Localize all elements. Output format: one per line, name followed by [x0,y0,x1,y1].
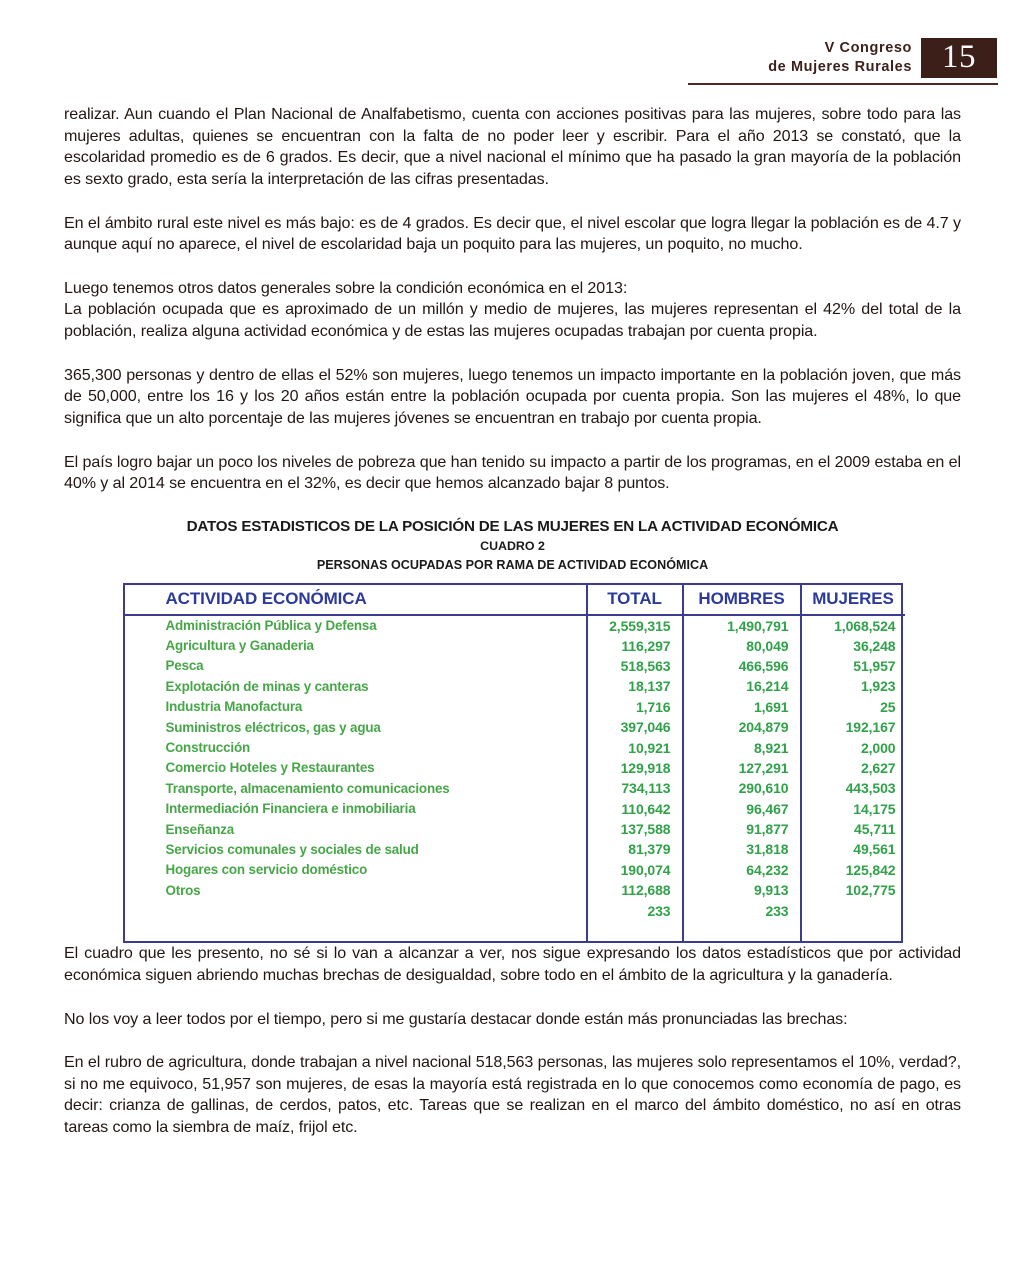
cell-total: 129,918 [587,758,683,778]
table-title: DATOS ESTADISTICOS DE LA POSICIÓN DE LAS MUJERES EN LA ACTIVIDAD ECONÓMICA [186,517,839,535]
table-header-row-group [125,585,905,615]
document-content [64,104,961,1161]
cell-total: 233 [587,900,683,920]
cell-actividad: Pesca [125,656,587,676]
table-row [125,778,905,798]
cell-total: 116,297 [587,635,683,655]
cell-hombres: 16,214 [683,676,801,696]
cell-hombres: 1,691 [683,697,801,717]
paragraph-8: En el rubro de agricultura, donde trabajan a nivel nacional 518,563 personas, las mujeres solo representamos el 10%, verdad?, si no me equivoco, 51,957 son mujeres, de esas la mayoría está registrada en lo que conocemos como economía de pago, es decir: crianza de gallinas, de cerdos, patos, etc. Tareas que se realizan en el marco del ámbito doméstico, no así en otras tareas como la siembra de maíz, frijol etc. [64,1053,961,1137]
cell-total: 1,716 [587,697,683,717]
congress-title-line-1: V Congreso [824,39,912,56]
cell-hombres: 290,610 [683,778,801,798]
cell-hombres: 9,913 [683,880,801,900]
cell-total: 18,137 [587,676,683,696]
paragraph-2: En el ámbito rural este nivel es más bajo: es de 4 grados. Es decir que, el nivel escolar que logra llegar la población es de 4.7 y aunque aquí no aparece, el nivel de escolaridad baja un poquito para las mujeres, un poquito, no mucho. [64,213,961,254]
cell-actividad: Transporte, almacenamiento comunicaciones [125,778,587,798]
paragraph-4: 365,300 personas y dentro de ellas el 52% son mujeres, luego tenemos un impacto importante en la población joven, que más de 50,000, entre los 16 y los 20 años están entre la población ocupada por cuenta propia. Son las mujeres el 48%, lo que significa que un alto porcentaje de las mujeres jóvenes se encuentran en trabajo por cuenta propia. [64,365,961,428]
cell-hombres: 1,490,791 [683,615,801,635]
cell-mujeres: 443,503 [845,780,896,797]
cell-hombres: 204,879 [683,717,801,737]
cell-mujeres: 2,627 [860,759,896,776]
table-row [125,697,905,717]
column-header-total: TOTAL [587,585,683,615]
cell-hombres: 127,291 [683,758,801,778]
cell-actividad: Servicios comunales y sociales de salud [125,839,587,859]
cell-actividad: Suministros eléctricos, gas y agua [125,717,587,737]
table-row [125,900,905,920]
cell-actividad: Administración Pública y Defensa [125,615,587,635]
table-row [125,819,905,839]
cell-actividad: Agricultura y Ganaderia [125,635,587,655]
table-header-row [125,585,905,615]
paragraph-6: El cuadro que les presento, no sé si lo van a alcanzar a ver, nos sigue expresando los datos estadísticos que por actividad económica siguen abriendo muchas brechas de desigualdad, sobre todo en el ámbito de la agricultura y la ganadería. [64,944,961,984]
paragraph-1: realizar. Aun cuando el Plan Nacional de Analfabetismo, cuenta con acciones positivas para las mujeres, sobre todo para las mujeres adultas, quienes se encuentran con la falta de no poder leer y escribir. Para el año 2013 se constató, que la escolaridad promedio es de 6 grados. Es decir, que a nivel nacional el mínimo que ha pasado la gran mayoría de la población es sexto grado, esta sería la interpretación de las cifras presentadas. [64,105,961,188]
cell-hombres: 233 [683,900,801,920]
cell-total: 518,563 [587,656,683,676]
cell-actividad: Explotación de minas y canteras [125,676,587,696]
paragraph-3a: Luego tenemos otros datos generales sobre la condición económica en el 2013: [64,278,628,297]
table-row [125,635,905,655]
cell-mujeres: 14,175 [853,800,896,817]
column-header-actividad: ACTIVIDAD ECONÓMICA [125,585,587,615]
cell-mujeres: 1,068,524 [834,617,896,634]
cell-total: 2,559,315 [587,615,683,635]
table-subtitle-cuadro: CUADRO 2 [480,538,545,553]
cell-mujeres: 49,561 [853,841,896,858]
table-row [125,860,905,880]
cell-actividad: Hogares con servicio doméstico [125,860,587,880]
cell-mujeres: 192,167 [845,719,896,736]
cell-hombres: 466,596 [683,656,801,676]
statistics-table-block [64,517,961,943]
table-row [125,615,905,635]
cell-hombres: 8,921 [683,737,801,757]
table-row [125,676,905,696]
table-row [125,839,905,859]
cell-hombres: 64,232 [683,860,801,880]
header-branding [768,38,997,78]
cell-total: 112,688 [587,880,683,900]
table-row [125,798,905,818]
table-row [125,758,905,778]
column-header-hombres: HOMBRES [683,585,801,615]
cell-actividad: Comercio Hoteles y Restaurantes [125,758,587,778]
cell-hombres: 31,818 [683,839,801,859]
cell-total: 10,921 [587,737,683,757]
table-subtitle-description: PERSONAS OCUPADAS POR RAMA DE ACTIVIDAD ECONÓMICA [316,557,709,572]
cell-mujeres: 125,842 [845,861,896,878]
cell-total: 81,379 [587,839,683,859]
congress-title-line-2: de Mujeres Rurales [768,59,912,75]
header-divider-rule [688,83,998,85]
cell-actividad: Construcción [125,737,587,757]
page-number-badge: 15 [921,38,997,78]
paragraph-3b: La población ocupada que es aproximado de un millón y medio de mujeres, las mujeres representan el 42% del total de la población, realiza alguna actividad económica y de estas las mujeres ocupadas trabajan por cuenta propia. [64,300,961,341]
paragraph-5: El país logro bajar un poco los niveles de pobreza que han tenido su impacto a partir de los programas, en el 2009 estaba en el 40% y al 2014 se encuentra en el 32%, es decir que hemos alcanzado bajar 8 puntos. [64,452,961,493]
table-row [125,880,905,900]
congress-title [768,38,921,78]
cell-mujeres: 36,248 [853,637,896,654]
cell-actividad: Otros [125,880,587,900]
table-row [125,717,905,737]
cell-total: 734,113 [587,778,683,798]
cell-hombres: 96,467 [683,798,801,818]
cell-mujeres [801,900,905,920]
paragraph-7: No los voy a leer todos por el tiempo, pero si me gustaría destacar donde están más pronunciadas las brechas: [64,1009,848,1028]
table-row [125,656,905,676]
cell-total: 137,588 [587,819,683,839]
cell-actividad: Enseñanza [125,819,587,839]
cell-mujeres: 1,923 [860,678,896,695]
table-bottom-spacer [125,921,905,941]
cell-actividad: Intermediación Financiera e inmobiliaria [125,798,587,818]
data-table-container [123,583,903,943]
cell-hombres: 80,049 [683,635,801,655]
cell-mujeres: 45,711 [854,821,896,838]
cell-total: 397,046 [587,717,683,737]
table-row [125,737,905,757]
page-header [0,0,1015,96]
cell-actividad: Industria Manofactura [125,697,587,717]
cell-mujeres: 102,775 [845,882,896,899]
column-header-mujeres: MUJERES [801,585,905,615]
cell-total: 110,642 [587,798,683,818]
cell-actividad [125,900,587,920]
cell-total: 190,074 [587,860,683,880]
cell-hombres: 91,877 [683,819,801,839]
cell-mujeres: 2,000 [860,739,896,756]
cell-mujeres: 25 [880,698,896,715]
table-body [125,615,905,941]
cell-mujeres: 51,957 [853,657,896,674]
economic-activity-table [125,585,905,941]
